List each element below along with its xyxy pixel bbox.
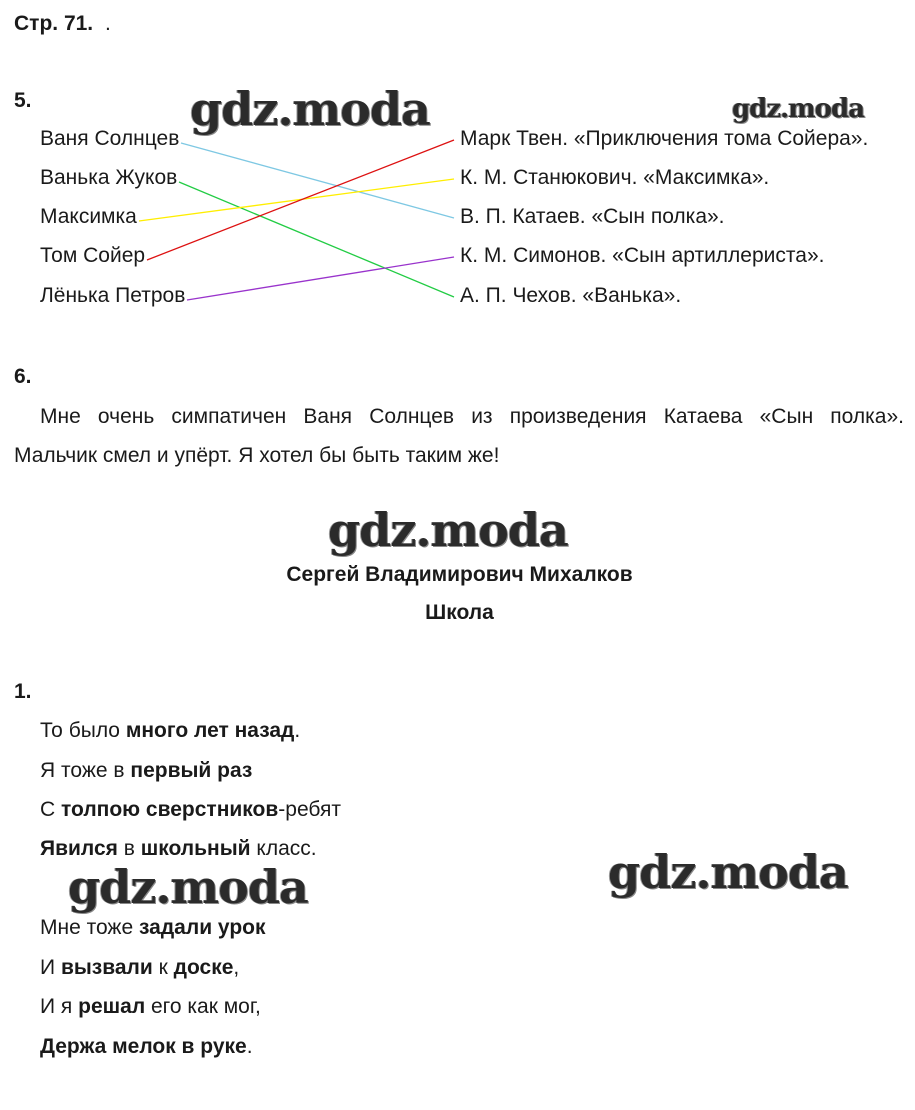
text-segment: И	[40, 956, 61, 979]
watermark: gdz.moda	[608, 845, 848, 899]
poem-line	[40, 719, 300, 743]
bold-segment: решал	[78, 995, 146, 1018]
bold-segment: Держа мелок в руке	[40, 1035, 247, 1058]
poem-line	[40, 916, 266, 940]
bold-segment: толпою сверстников	[61, 798, 279, 821]
character-item: Том Сойер	[40, 244, 146, 267]
text-segment: его как мог,	[145, 995, 261, 1018]
page-number: Стр. 71.	[14, 12, 94, 35]
task-number: 1.	[14, 680, 32, 703]
text-segment: -ребят	[278, 798, 341, 821]
answer-paragraph	[14, 397, 904, 475]
watermark: gdz.moda	[732, 94, 865, 124]
paragraph-line: Мне очень симпатичен Ваня Солнцев из произведения Катаева «Сын полка».	[40, 405, 904, 428]
text-segment: С	[40, 798, 61, 821]
text-segment: .	[246, 1035, 253, 1058]
bold-segment: вызвали	[60, 956, 153, 979]
bold-segment: много лет назад	[125, 719, 295, 742]
paragraph-line: Мальчик смел и упёрт. Я хотел бы быть таким же!	[14, 444, 500, 467]
bold-segment: доске	[173, 956, 234, 979]
work-item: В. П. Катаев. «Сын полка».	[460, 205, 725, 228]
header-dot: .	[105, 12, 111, 35]
text-segment: .	[294, 719, 301, 742]
bold-segment: Явился	[40, 837, 118, 860]
work-item: Марк Твен. «Приключения тома Сойера».	[460, 127, 869, 150]
text-segment: Я тоже в	[40, 759, 131, 782]
work-item: К. М. Станюкович. «Максимка».	[460, 166, 770, 189]
character-item: Лёнька Петров	[40, 284, 186, 307]
watermark: gdz.moda	[328, 503, 568, 557]
task-number: 6.	[14, 365, 32, 388]
text-segment: в	[117, 837, 141, 860]
bold-segment: школьный	[140, 837, 251, 860]
poem-line	[40, 837, 317, 861]
character-item: Ваня Солнцев	[40, 127, 180, 150]
poem-line	[40, 956, 239, 980]
bold-segment: первый раз	[130, 759, 253, 782]
text-segment: Мне тоже	[40, 916, 139, 939]
connector-line	[187, 257, 454, 300]
poem-title: Школа	[425, 601, 494, 624]
work-item: К. М. Симонов. «Сын артиллериста».	[460, 244, 825, 267]
work-item: А. П. Чехов. «Ванька».	[460, 284, 682, 307]
connector-line	[147, 140, 454, 260]
text-segment: к	[152, 956, 174, 979]
character-item: Максимка	[40, 205, 137, 228]
text-segment: ,	[233, 956, 240, 979]
text-segment: класс.	[250, 837, 317, 860]
poem-line	[40, 759, 252, 783]
connector-line	[181, 143, 454, 218]
watermark: gdz.moda	[190, 82, 430, 136]
bold-segment: задали урок	[139, 916, 266, 939]
poem-line	[40, 1035, 253, 1059]
poem-line	[40, 798, 341, 822]
text-segment: То было	[40, 719, 126, 742]
task-number: 5.	[14, 89, 32, 112]
author-heading: Сергей Владимирович Михалков	[286, 563, 633, 586]
text-segment: И я	[40, 995, 79, 1018]
watermark: gdz.moda	[68, 860, 308, 914]
poem-line	[40, 995, 261, 1019]
character-item: Ванька Жуков	[40, 166, 178, 189]
